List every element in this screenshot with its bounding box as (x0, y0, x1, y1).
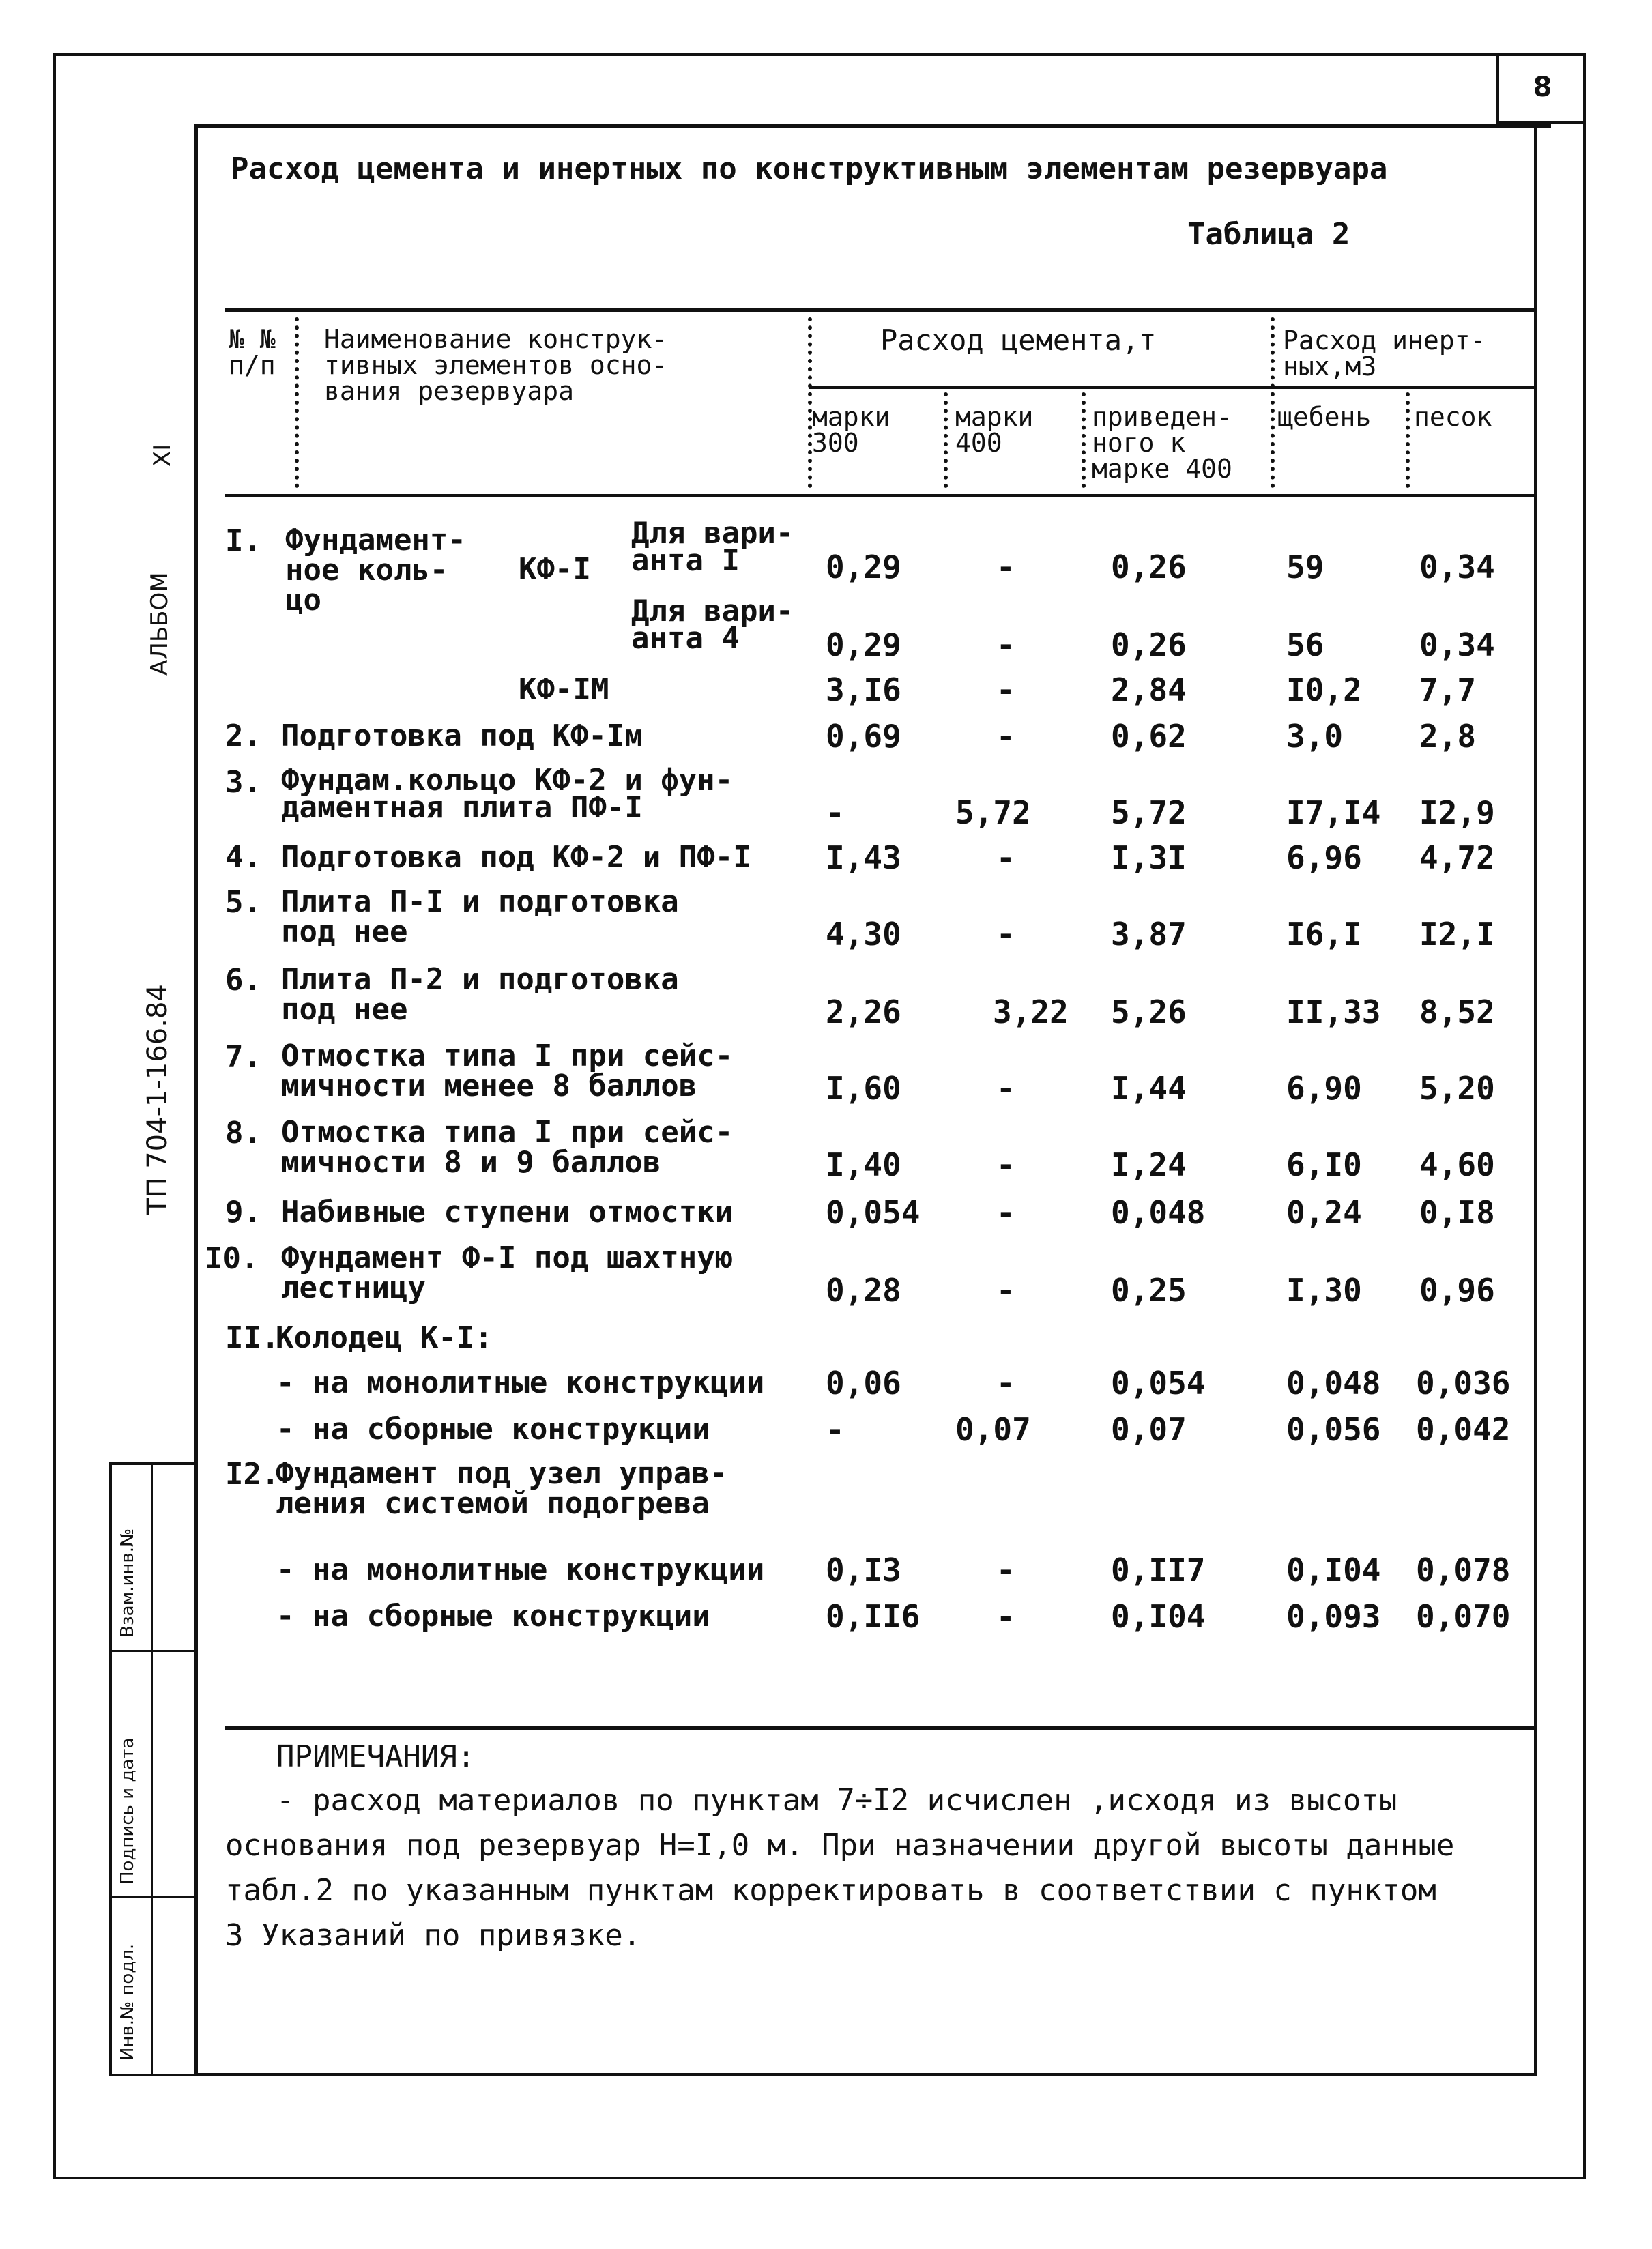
cell-gravel: 59 (1286, 549, 1324, 585)
cell-reduced: 0,048 (1111, 1194, 1206, 1231)
notes-heading: ПРИМЕЧАНИЯ: (276, 1739, 476, 1774)
cell-m400: - (996, 1598, 1015, 1635)
row-variant: Для вари- анта I (631, 516, 794, 578)
cell-gravel: 0,056 (1286, 1411, 1381, 1448)
cell-sand: 0,078 (1416, 1552, 1511, 1588)
cell-reduced: I,44 (1111, 1070, 1187, 1107)
cell-m400: - (996, 1070, 1015, 1107)
cell-m400: - (996, 916, 1015, 953)
row-num: 3. (225, 765, 261, 800)
row-name: Плита П-I и подготовка под нее (281, 884, 679, 949)
cell-gravel: 0,I04 (1286, 1552, 1381, 1588)
cell-m300: 0,I3 (826, 1552, 901, 1588)
cell-gravel: I0,2 (1286, 671, 1362, 708)
cell-m300: - (826, 1411, 845, 1448)
cell-m300: 0,II6 (826, 1598, 921, 1635)
cell-m300: 0,06 (826, 1365, 901, 1402)
row-mark: КФ-I (519, 552, 591, 587)
notes-rule (225, 1726, 1535, 1730)
row-name: - на сборные конструкции (276, 1599, 710, 1634)
row-name: Фундамент под узел управ- ления системой подогрева (276, 1456, 728, 1521)
col-sep (1406, 392, 1410, 488)
header-gravel: щебень (1277, 402, 1372, 432)
cell-m300: 0,69 (826, 718, 901, 755)
notes-line: основания под резервуар Н=I,0 м. При назначении другой высоты данные (225, 1828, 1455, 1863)
cell-m400: 5,72 (955, 794, 1031, 831)
header-m400: марки 400 (955, 402, 1034, 458)
cell-m400: - (996, 671, 1015, 708)
notes-line: табл.2 по указанным пунктам корректировать в соответствии с пунктом (225, 1873, 1436, 1908)
inner-frame-right (1534, 124, 1537, 2076)
col-sep (944, 392, 948, 488)
cell-gravel: 0,048 (1286, 1365, 1381, 1402)
col-sep (295, 317, 299, 488)
cell-gravel: 6,96 (1286, 839, 1362, 876)
row-variant: Для вари- анта 4 (631, 594, 794, 656)
row-num: 6. (225, 963, 261, 998)
row-name: Набивные ступени отмостки (281, 1195, 734, 1230)
cell-m300: 0,29 (826, 626, 901, 663)
cell-reduced: I,3I (1111, 839, 1187, 876)
cell-m300: - (826, 794, 845, 831)
cell-reduced: 0,I04 (1111, 1598, 1206, 1635)
header-cement: Расход цемента,т (880, 323, 1157, 357)
cell-m400: - (996, 1552, 1015, 1588)
cell-gravel: 6,I0 (1286, 1146, 1362, 1183)
cell-gravel: I6,I (1286, 916, 1362, 953)
cell-m400: - (996, 1194, 1015, 1231)
cell-m400: - (996, 718, 1015, 755)
row-name: - на монолитные конструкции (276, 1365, 765, 1400)
stamp-podpis-label: Подпись и дата (117, 1737, 138, 1885)
cell-reduced: 0,07 (1111, 1411, 1187, 1448)
cell-m400: - (996, 549, 1015, 585)
cell-sand: 5,20 (1419, 1070, 1495, 1107)
table-top-rule (225, 308, 1535, 312)
col-sep (1271, 317, 1275, 488)
row-name: - на сборные конструкции (276, 1412, 710, 1447)
cell-m300: 2,26 (826, 993, 901, 1030)
cell-reduced: 5,72 (1111, 794, 1187, 831)
row-num: 8. (225, 1116, 261, 1150)
album-label: АЛЬБОМ (146, 572, 173, 676)
stamp-divider (109, 1896, 198, 1898)
cell-gravel: 56 (1286, 626, 1324, 663)
cell-m400: - (996, 626, 1015, 663)
col-sep (1082, 392, 1086, 488)
cell-gravel: I7,I4 (1286, 794, 1381, 831)
cell-m300: 3,I6 (826, 671, 901, 708)
cell-m400: - (996, 1146, 1015, 1183)
row-num: 2. (225, 719, 261, 753)
cell-gravel: II,33 (1286, 993, 1381, 1030)
header-inert: Расход инерт- ных,м3 (1283, 325, 1486, 381)
header-num: № № п/п (229, 324, 276, 380)
album-num-label: XI (149, 444, 176, 467)
table-label: Таблица 2 (1187, 217, 1350, 252)
cell-sand: 0,070 (1416, 1598, 1511, 1635)
row-mark: КФ-IМ (519, 672, 609, 707)
cell-sand: 8,52 (1419, 993, 1495, 1030)
cell-sand: 0,34 (1419, 549, 1495, 585)
cell-sand: 0,34 (1419, 626, 1495, 663)
cell-m400: - (996, 1272, 1015, 1309)
row-name: Фундамент Ф-I под шахтную лестницу (281, 1240, 734, 1305)
cell-sand: 4,60 (1419, 1146, 1495, 1183)
stamp-vzam-label: Взам.инв.№ (117, 1528, 138, 1638)
row-name: Фундамент- ное коль- цо (285, 523, 466, 618)
cell-sand: 4,72 (1419, 839, 1495, 876)
cell-sand: I2,I (1419, 916, 1495, 953)
cell-m300: I,43 (826, 839, 901, 876)
cell-sand: 0,036 (1416, 1365, 1511, 1402)
row-num: 9. (225, 1195, 261, 1230)
cell-gravel: 3,0 (1286, 718, 1344, 755)
row-name: Подготовка под КФ-2 и ПФ-I (281, 840, 751, 875)
cell-m400: - (996, 1365, 1015, 1402)
header-name: Наименование конструк- тивных элементов осно- вания резервуара (324, 324, 668, 406)
cell-sand: I2,9 (1419, 794, 1495, 831)
header-bottom-rule (225, 494, 1535, 497)
cell-gravel: 0,093 (1286, 1598, 1381, 1635)
cell-gravel: 6,90 (1286, 1070, 1362, 1107)
project-label: ТП 704-1-166.84 (142, 984, 173, 1215)
cell-reduced: 3,87 (1111, 916, 1187, 953)
cell-reduced: 0,62 (1111, 718, 1187, 755)
cell-gravel: I,30 (1286, 1272, 1362, 1309)
cell-m300: I,60 (826, 1070, 901, 1107)
cell-m300: 0,054 (826, 1194, 921, 1231)
cell-sand: 2,8 (1419, 718, 1477, 755)
row-num: I0. (205, 1241, 259, 1276)
row-num: 4. (225, 840, 261, 875)
page-title: Расход цемента и инертных по конструктивным элементам резервуара (231, 151, 1388, 186)
cell-m400: - (996, 839, 1015, 876)
cell-m300: 0,29 (826, 549, 901, 585)
cell-reduced: 0,054 (1111, 1365, 1206, 1402)
cell-sand: 7,7 (1419, 671, 1477, 708)
row-name: Отмостка типа I при сейс- мичности 8 и 9 баллов (281, 1115, 734, 1180)
row-name: Фундам.кольцо КФ-2 и фун- даментная плита ПФ-I (281, 763, 734, 825)
cell-sand: 0,042 (1416, 1411, 1511, 1448)
row-name: Подготовка под КФ-Iм (281, 719, 643, 753)
cell-reduced: 2,84 (1111, 671, 1187, 708)
row-name: - на монолитные конструкции (276, 1552, 765, 1587)
cell-reduced: 0,26 (1111, 626, 1187, 663)
header-reduced: приведен- ного к марке 400 (1092, 402, 1232, 484)
cell-m300: 0,28 (826, 1272, 901, 1309)
row-num: I2. (225, 1457, 280, 1492)
cell-sand: 0,96 (1419, 1272, 1495, 1309)
header-m300: марки 300 (812, 402, 890, 458)
stamp-divider (109, 1650, 198, 1652)
page-number: 8 (1496, 53, 1586, 124)
row-name: Отмостка типа I при сейс- мичности менее 8 баллов (281, 1039, 734, 1103)
cell-reduced: 0,II7 (1111, 1552, 1206, 1588)
stamp-inv-label: Инв.№ подл. (117, 1943, 138, 2061)
cell-reduced: 0,25 (1111, 1272, 1187, 1309)
header-sand: песок (1414, 402, 1492, 432)
cell-sand: 0,I8 (1419, 1194, 1495, 1231)
header-sub-rule (809, 386, 1535, 389)
cell-gravel: 0,24 (1286, 1194, 1362, 1231)
cell-reduced: 5,26 (1111, 993, 1187, 1030)
cell-m400: 3,22 (993, 993, 1069, 1030)
row-num: 5. (225, 885, 261, 920)
cell-reduced: I,24 (1111, 1146, 1187, 1183)
notes-line: - расход материалов по пунктам 7÷I2 исчислен ,исходя из высоты (276, 1783, 1397, 1818)
notes-line: 3 Указаний по привязке. (225, 1918, 641, 1953)
cell-m300: I,40 (826, 1146, 901, 1183)
cell-m400: 0,07 (955, 1411, 1031, 1448)
row-num: II. (225, 1320, 280, 1355)
row-num: 7. (225, 1039, 261, 1074)
cell-reduced: 0,26 (1111, 549, 1187, 585)
row-num: I. (225, 523, 261, 558)
cell-m300: 4,30 (826, 916, 901, 953)
row-name: Колодец К-I: (276, 1320, 493, 1355)
row-name: Плита П-2 и подготовка под нее (281, 962, 679, 1027)
inner-frame-bottom (194, 2073, 1537, 2076)
